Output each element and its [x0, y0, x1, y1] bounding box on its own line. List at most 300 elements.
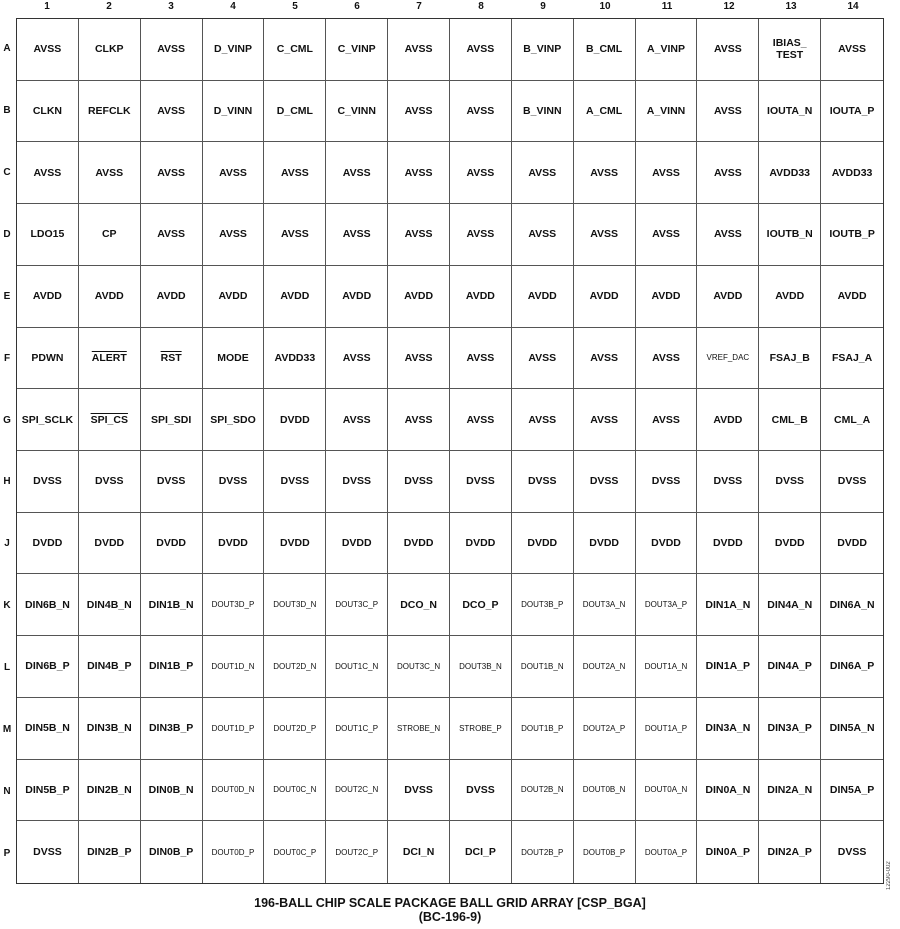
- ball-cell: [141, 513, 203, 575]
- ball-cell: [141, 19, 203, 81]
- ball-cell: [450, 698, 512, 760]
- ball-label: B_VINN: [523, 105, 562, 118]
- row-label: H: [3, 476, 11, 488]
- ball-label: C_CML: [276, 43, 313, 56]
- ball-label: DVDD: [712, 537, 743, 550]
- ball-label: AVSS: [157, 43, 186, 56]
- ball-label: AVSS: [466, 351, 495, 364]
- ball-label: DVDD: [589, 537, 620, 550]
- ball-label: AVSS: [652, 351, 680, 364]
- ball-cell: [697, 266, 759, 328]
- ball-cell: [326, 19, 388, 81]
- ball-label: DOUT3C_P: [335, 600, 379, 610]
- ball-cell: [388, 451, 450, 513]
- ball-label: DIN6B_P: [25, 660, 70, 673]
- ball-cell: [79, 760, 141, 822]
- ball-cell: [326, 574, 388, 636]
- ball-label: DOUT2A_P: [583, 723, 626, 733]
- ball-label: DIN1A_P: [705, 660, 751, 673]
- ball-label: MODE: [217, 351, 249, 364]
- ball-cell: [512, 513, 574, 575]
- ball-cell: [574, 760, 636, 822]
- ball-cell: [821, 821, 883, 883]
- ball-cell: [636, 636, 698, 698]
- ball-cell: [203, 142, 265, 204]
- ball-label: AVDD: [465, 290, 495, 303]
- ball-label: $\overline{RST}$: [160, 351, 182, 364]
- ball-label: DVDD: [218, 537, 248, 550]
- ball-cell: [141, 266, 203, 328]
- figure-caption: [0, 896, 900, 924]
- ball-cell: [79, 19, 141, 81]
- ball-label: SPI_SDI: [150, 413, 192, 426]
- ball-cell: [264, 328, 326, 390]
- ball-label: DOUT0B_N: [582, 785, 626, 795]
- ball-cell: [17, 266, 79, 328]
- ball-label: D_CML: [276, 105, 313, 118]
- ball-cell: [697, 821, 759, 883]
- ball-label: AVSS: [404, 166, 433, 179]
- ball-cell: [636, 821, 698, 883]
- ball-cell: [759, 636, 821, 698]
- ball-cell: [326, 821, 388, 883]
- ball-cell: [17, 698, 79, 760]
- ball-label: AVSS: [466, 166, 495, 179]
- ball-cell: [759, 513, 821, 575]
- row-header-column: [0, 18, 14, 884]
- ball-cell: [141, 698, 203, 760]
- row-label: D: [3, 228, 11, 240]
- ball-label: DOUT1C_P: [335, 723, 379, 733]
- ball-label: AVSS: [466, 228, 495, 241]
- ball-label: DCI_N: [402, 846, 435, 859]
- ball-label: SPI_SDO: [210, 413, 256, 426]
- ball-label: AVDD: [342, 290, 372, 303]
- ball-cell: [264, 574, 326, 636]
- ball-cell: [17, 81, 79, 143]
- ball-label: DVDD: [279, 413, 310, 426]
- ball-label: VREF_DAC: [706, 353, 750, 363]
- ball-label: AVDD: [218, 290, 248, 303]
- ball-label: DOUT3C_N: [397, 661, 441, 671]
- ball-cell: [326, 636, 388, 698]
- ball-label: DIN1A_N: [705, 598, 751, 611]
- ball-cell: [388, 821, 450, 883]
- ball-cell: [203, 513, 265, 575]
- ball-cell: [512, 142, 574, 204]
- ball-cell: [697, 698, 759, 760]
- ball-label: DVSS: [527, 475, 557, 488]
- ball-label: AVDD33: [831, 166, 873, 179]
- ball-cell: [264, 636, 326, 698]
- ball-label: AVSS: [713, 105, 742, 118]
- ball-cell: [326, 142, 388, 204]
- ball-label: DOUT3B_N: [459, 661, 502, 671]
- ball-cell: [512, 698, 574, 760]
- ball-cell: [697, 19, 759, 81]
- ball-label: AVSS: [280, 228, 309, 241]
- ball-label: DVSS: [342, 475, 371, 488]
- ball-label: DVSS: [466, 475, 495, 488]
- ball-label: AVSS: [280, 166, 309, 179]
- ball-cell: [697, 142, 759, 204]
- ball-label: DIN2B_N: [86, 783, 132, 796]
- ball-cell: [574, 821, 636, 883]
- ball-label: DIN1B_P: [148, 660, 194, 673]
- ball-cell: [203, 821, 265, 883]
- ball-cell: [79, 328, 141, 390]
- ball-cell: [821, 142, 883, 204]
- ball-cell: [326, 328, 388, 390]
- ball-label: DVSS: [404, 783, 433, 796]
- ball-label: D_VINN: [213, 105, 253, 118]
- row-label: E: [3, 290, 11, 302]
- ball-cell: [388, 760, 450, 822]
- ball-label: A_VINP: [647, 43, 685, 56]
- ball-cell: [388, 328, 450, 390]
- ball-cell: [388, 204, 450, 266]
- ball-cell: [574, 142, 636, 204]
- ball-label: AVSS: [404, 228, 433, 241]
- ball-cell: [636, 389, 698, 451]
- ball-cell: [512, 451, 574, 513]
- ball-label: DIN3B_N: [86, 722, 132, 735]
- ball-label: DVSS: [218, 475, 248, 488]
- ball-label: CP: [101, 228, 117, 241]
- ball-cell: [203, 19, 265, 81]
- ball-cell: [141, 142, 203, 204]
- ball-cell: [141, 760, 203, 822]
- ball-label: IOUTB_N: [766, 228, 813, 241]
- ball-label: AVSS: [33, 166, 62, 179]
- ball-label: D_VINP: [214, 43, 252, 56]
- ball-cell: [264, 451, 326, 513]
- ball-label: DOUT2D_P: [273, 723, 317, 733]
- ball-label: AVSS: [652, 166, 680, 179]
- ball-label: DVSS: [651, 475, 681, 488]
- ball-label: B_VINP: [523, 43, 562, 56]
- ball-label: DVDD: [527, 537, 558, 550]
- ball-label: AVSS: [838, 43, 866, 56]
- column-label: 7: [416, 1, 422, 12]
- ball-cell: [574, 451, 636, 513]
- ball-cell: [759, 821, 821, 883]
- caption-line-1: 196-BALL CHIP SCALE PACKAGE BALL GRID ARRAY [CSP_BGA]: [254, 896, 646, 910]
- ball-label: DVDD: [94, 537, 125, 550]
- ball-label: AVSS: [404, 351, 433, 364]
- ball-label: AVSS: [33, 43, 62, 56]
- ball-cell: [574, 19, 636, 81]
- ball-cell: [821, 81, 883, 143]
- ball-cell: [264, 513, 326, 575]
- ball-cell: [17, 142, 79, 204]
- ball-label: AVSS: [528, 351, 557, 364]
- ball-label: DIN4B_N: [86, 598, 132, 611]
- ball-cell: [512, 328, 574, 390]
- ball-label: CLKP: [94, 43, 124, 56]
- ball-label: AVSS: [404, 43, 433, 56]
- column-label: 9: [540, 1, 546, 12]
- ball-label: AVSS: [342, 413, 371, 426]
- ball-cell: [636, 760, 698, 822]
- ball-label: DCO_P: [462, 598, 499, 611]
- ball-label: AVSS: [466, 413, 495, 426]
- ball-label: DIN5B_N: [24, 722, 70, 735]
- ball-cell: [264, 81, 326, 143]
- ball-label: AVSS: [590, 166, 619, 179]
- ball-label: DVSS: [837, 846, 867, 859]
- ball-cell: [17, 636, 79, 698]
- ball-label: FSAJ_B: [769, 351, 810, 364]
- ball-label: DVSS: [156, 475, 186, 488]
- ball-label: DCO_N: [400, 598, 437, 611]
- ball-label: DIN0A_N: [705, 783, 751, 796]
- ball-label: DOUT3B_P: [521, 600, 564, 610]
- ball-label: AVDD: [280, 290, 310, 303]
- ball-label: DIN0B_P: [148, 846, 194, 859]
- ball-cell: [264, 19, 326, 81]
- ball-label: SPI_SCLK: [21, 413, 74, 426]
- ball-label: AVSS: [713, 228, 742, 241]
- row-label: M: [2, 723, 12, 735]
- ball-cell: [450, 574, 512, 636]
- ball-label: AVDD: [32, 290, 62, 303]
- ball-label: DVSS: [837, 475, 867, 488]
- ball-cell: [203, 266, 265, 328]
- ball-cell: [326, 451, 388, 513]
- ball-cell: [759, 698, 821, 760]
- ball-cell: [326, 513, 388, 575]
- ball-cell: [759, 81, 821, 143]
- ball-label: B_CML: [586, 43, 623, 56]
- ball-cell: [141, 389, 203, 451]
- row-label: P: [3, 847, 11, 859]
- ball-label: AVDD: [775, 290, 805, 303]
- ball-label: DOUT0D_P: [211, 847, 255, 857]
- ball-label: DOUT2C_N: [335, 785, 379, 795]
- ball-label: CML_A: [833, 413, 871, 426]
- column-label: 1: [44, 1, 50, 12]
- ball-cell: [759, 451, 821, 513]
- ball-label: AVSS: [157, 166, 186, 179]
- ball-label: AVSS: [528, 413, 557, 426]
- row-label: A: [3, 43, 11, 55]
- row-label: B: [3, 105, 11, 117]
- ball-cell: [17, 328, 79, 390]
- ball-cell: [759, 389, 821, 451]
- ball-label: DIN6B_N: [24, 598, 70, 611]
- ball-cell: [636, 451, 698, 513]
- ball-cell: [574, 636, 636, 698]
- ball-cell: [17, 760, 79, 822]
- ball-cell: [759, 142, 821, 204]
- ball-cell: [759, 760, 821, 822]
- ball-label: DVSS: [713, 475, 743, 488]
- ball-label: DIN3B_P: [148, 722, 194, 735]
- column-label: 12: [723, 1, 735, 12]
- ball-label: AVSS: [404, 105, 433, 118]
- ball-cell: [79, 389, 141, 451]
- ball-label: DIN3A_P: [767, 722, 812, 735]
- ball-cell: [759, 266, 821, 328]
- ball-cell: [450, 389, 512, 451]
- ball-cell: [388, 142, 450, 204]
- ball-label: AVSS: [219, 228, 247, 241]
- ball-label: DOUT2A_N: [582, 661, 626, 671]
- ball-cell: [264, 760, 326, 822]
- ball-cell: [450, 81, 512, 143]
- ball-label: AVDD: [837, 290, 867, 303]
- ball-label: DOUT2D_N: [273, 661, 317, 671]
- ball-label: AVSS: [652, 228, 680, 241]
- ball-cell: [759, 19, 821, 81]
- ball-cell: [697, 81, 759, 143]
- ball-label: AVSS: [713, 166, 742, 179]
- ball-cell: [388, 389, 450, 451]
- ball-cell: [17, 19, 79, 81]
- ball-cell: [203, 389, 265, 451]
- ball-cell: [79, 142, 141, 204]
- ball-label: AVSS: [590, 228, 619, 241]
- ball-label: A_VINN: [646, 105, 686, 118]
- ball-cell: [574, 574, 636, 636]
- ball-cell: [79, 81, 141, 143]
- ball-label: DIN2B_P: [87, 846, 132, 859]
- ball-cell: [512, 760, 574, 822]
- ball-label: CML_B: [771, 413, 808, 426]
- ball-cell: [79, 266, 141, 328]
- ball-label: AVSS: [528, 166, 557, 179]
- ball-cell: [203, 636, 265, 698]
- ball-cell: [17, 513, 79, 575]
- ball-label: DIN3A_N: [705, 722, 751, 735]
- ball-label: DIN5A_P: [829, 783, 875, 796]
- ball-label: IBIAS_ TEST: [772, 37, 807, 62]
- ball-cell: [697, 636, 759, 698]
- ball-cell: [821, 574, 883, 636]
- ball-label: DIN6A_P: [829, 660, 875, 673]
- ball-cell: [79, 451, 141, 513]
- ball-label: DVDD: [465, 537, 496, 550]
- ball-cell: [574, 81, 636, 143]
- ball-label: DVDD: [837, 537, 867, 550]
- ball-cell: [141, 451, 203, 513]
- ball-label: AVSS: [528, 228, 557, 241]
- ball-label: AVDD: [713, 413, 743, 426]
- column-label: 2: [106, 1, 112, 12]
- ball-cell: [79, 698, 141, 760]
- ball-label: AVSS: [590, 413, 619, 426]
- ball-label: AVSS: [652, 413, 680, 426]
- row-label: J: [4, 538, 10, 550]
- ball-label: DVDD: [341, 537, 372, 550]
- ball-label: DVSS: [404, 475, 433, 488]
- ball-label: DVSS: [589, 475, 619, 488]
- ball-cell: [821, 513, 883, 575]
- ball-label: STROBE_P: [459, 723, 502, 733]
- ball-cell: [17, 574, 79, 636]
- ball-cell: [636, 266, 698, 328]
- ball-label: DIN4A_N: [767, 598, 813, 611]
- ball-cell: [450, 451, 512, 513]
- ball-cell: [388, 574, 450, 636]
- ball-cell: [636, 19, 698, 81]
- ball-label: AVSS: [95, 166, 124, 179]
- ball-label: DOUT0A_P: [644, 847, 688, 857]
- ball-label: DIN5A_N: [829, 722, 875, 735]
- ball-cell: [203, 204, 265, 266]
- ball-cell: [326, 81, 388, 143]
- figure-id-note: 12290-002: [886, 861, 892, 890]
- ball-cell: [821, 636, 883, 698]
- ball-cell: [450, 328, 512, 390]
- ball-label: AVSS: [157, 105, 186, 118]
- ball-cell: [697, 204, 759, 266]
- ball-cell: [450, 266, 512, 328]
- ball-cell: [821, 328, 883, 390]
- ball-label: C_VINP: [337, 43, 376, 56]
- ball-label: DOUT0C_P: [273, 847, 317, 857]
- row-label: C: [3, 167, 11, 179]
- ball-cell: [759, 328, 821, 390]
- ball-cell: [450, 513, 512, 575]
- ball-label: LDO15: [30, 228, 65, 241]
- ball-cell: [326, 204, 388, 266]
- ball-label: DIN4B_P: [87, 660, 132, 673]
- ball-label: AVDD33: [274, 351, 316, 364]
- column-label: 4: [230, 1, 236, 12]
- ball-cell: [574, 266, 636, 328]
- ball-label: DVDD: [156, 537, 187, 550]
- ball-cell: [450, 821, 512, 883]
- ball-label: DIN4A_P: [767, 660, 812, 673]
- column-label: 6: [354, 1, 360, 12]
- ball-cell: [697, 760, 759, 822]
- ball-cell: [264, 389, 326, 451]
- ball-cell: [388, 19, 450, 81]
- ball-cell: [141, 636, 203, 698]
- ball-cell: [264, 266, 326, 328]
- ball-cell: [759, 204, 821, 266]
- ball-label: AVSS: [466, 105, 495, 118]
- ball-cell: [203, 698, 265, 760]
- ball-cell: [574, 328, 636, 390]
- ball-cell: [264, 821, 326, 883]
- row-label: F: [3, 352, 11, 364]
- ball-label: DIN2A_N: [767, 783, 813, 796]
- ball-cell: [636, 698, 698, 760]
- ball-cell: [388, 636, 450, 698]
- ball-cell: [203, 328, 265, 390]
- ball-cell: [821, 266, 883, 328]
- row-label: G: [3, 414, 11, 426]
- ball-label: AVDD: [404, 290, 434, 303]
- column-label: 5: [292, 1, 298, 12]
- ball-cell: [203, 81, 265, 143]
- ball-label: DOUT3A_P: [644, 600, 688, 610]
- ball-label: AVSS: [219, 166, 247, 179]
- ball-cell: [512, 574, 574, 636]
- ball-label: IOUTB_P: [829, 228, 875, 241]
- ball-cell: [636, 81, 698, 143]
- ball-label: DOUT0D_N: [211, 785, 255, 795]
- ball-cell: [636, 142, 698, 204]
- ball-cell: [512, 821, 574, 883]
- ball-label: DOUT3A_N: [582, 600, 626, 610]
- ball-cell: [264, 698, 326, 760]
- ball-cell: [17, 821, 79, 883]
- ball-cell: [141, 81, 203, 143]
